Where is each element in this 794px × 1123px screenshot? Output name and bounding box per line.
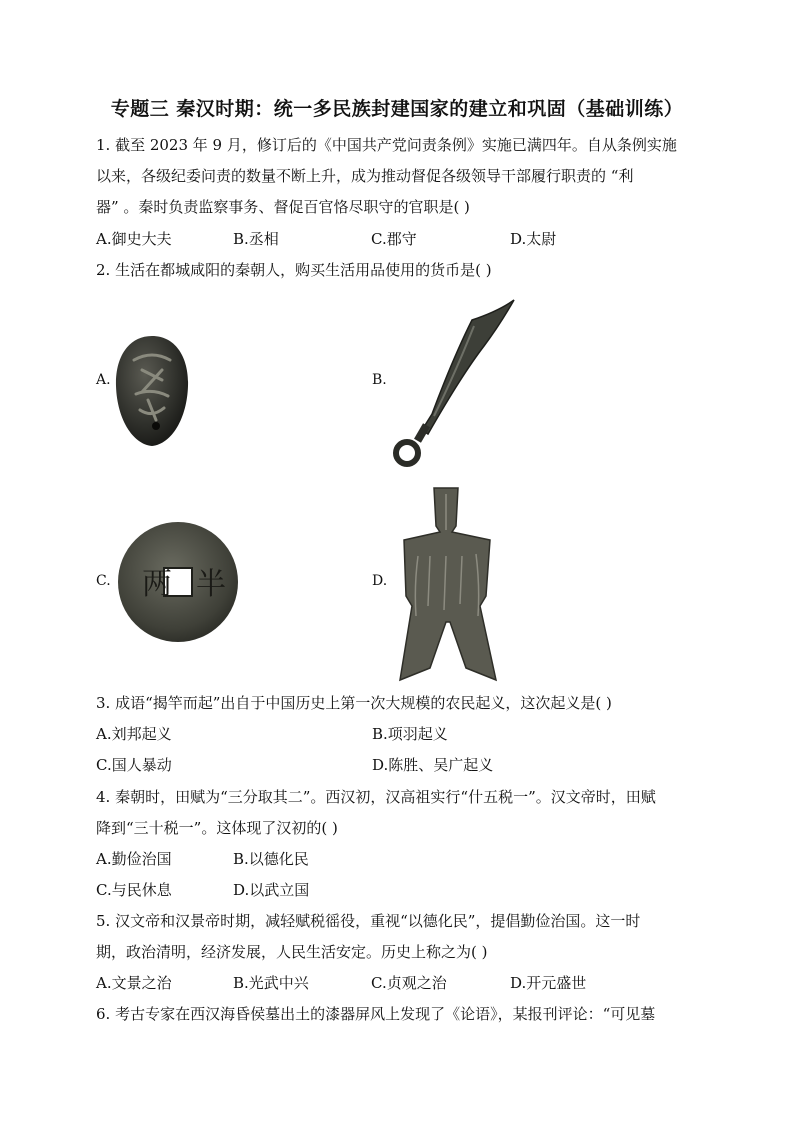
q5-option-a: A.文景之治 [96,974,172,992]
q5-line-2: 期，政治清明，经济发展，人民生活安定。历史上称之为( ) [96,943,488,961]
q1-line-3: 器” 。秦时负责监察事务、督促百官恪尽职守的官职是( ) [96,198,470,216]
q3-line-1: 3. 成语“揭竿而起”出自于中国历史上第一次大规模的农民起义，这次起义是( ) [96,694,612,712]
q2-label-b: B. [372,372,387,388]
q4-line-2: 降到“三十税一”。这体现了汉初的( ) [96,819,338,837]
q3-option-d: D.陈胜、吴广起义 [372,756,494,774]
q3-option-c: C.国人暴动 [96,756,172,774]
q3-option-a: A.刘邦起义 [96,725,172,743]
q2-label-d: D. [372,573,388,589]
coin-glyph-right: 半 [196,567,226,602]
spade-coin-image [400,486,496,682]
q5-option-b: B.光武中兴 [233,974,309,992]
q2-line-1: 2. 生活在都城咸阳的秦朝人，购买生活用品使用的货币是( ) [96,261,492,279]
knife-coin-image [388,296,518,471]
q1-option-a: A.御史大夫 [96,230,172,248]
q4-option-b: B.以德化民 [233,850,309,868]
q3-option-b: B.项羽起义 [372,725,448,743]
q1-option-c: C.郡守 [371,230,417,248]
q2-label-a: A. [96,372,111,388]
q1-line-1: 1. 截至 2023 年 9 月，修订后的《中国共产党问责条例》实施已满四年。自从条例实施 [96,136,677,154]
q4-line-1: 4. 秦朝时，田赋为“三分取其二”。西汉初，汉高祖实行“什五税一”。汉文帝时，田赋 [96,788,656,806]
coin-glyph-left: 两 [142,567,172,602]
q4-option-d: D.以武立国 [233,881,310,899]
q1-option-b: B.丞相 [233,230,279,248]
q5-line-1: 5. 汉文帝和汉景帝时期，减轻赋税徭役，重视“以德化民”，提倡勤俭治国。这一时 [96,912,641,930]
q2-label-c: C. [96,573,111,589]
q5-option-c: C.贞观之治 [371,974,447,992]
q4-option-c: C.与民休息 [96,881,172,899]
q6-line-1: 6. 考古专家在西汉海昏侯墓出土的漆器屏风上发现了《论语》，某报刊评论：“可见墓 [96,1005,656,1023]
q1-line-2: 以来，各级纪委问责的数量不断上升，成为推动督促各级领导干部履行职责的 “利 [96,167,634,185]
q4-option-a: A.勤俭治国 [96,850,172,868]
ant-nose-coin-image [112,330,192,450]
ban-liang-coin-image [116,520,240,644]
q5-option-d: D.开元盛世 [510,974,587,992]
page-title: 专题三 秦汉时期：统一多民族封建国家的建立和巩固（基础训练） [110,98,684,120]
q1-option-d: D.太尉 [510,230,557,248]
